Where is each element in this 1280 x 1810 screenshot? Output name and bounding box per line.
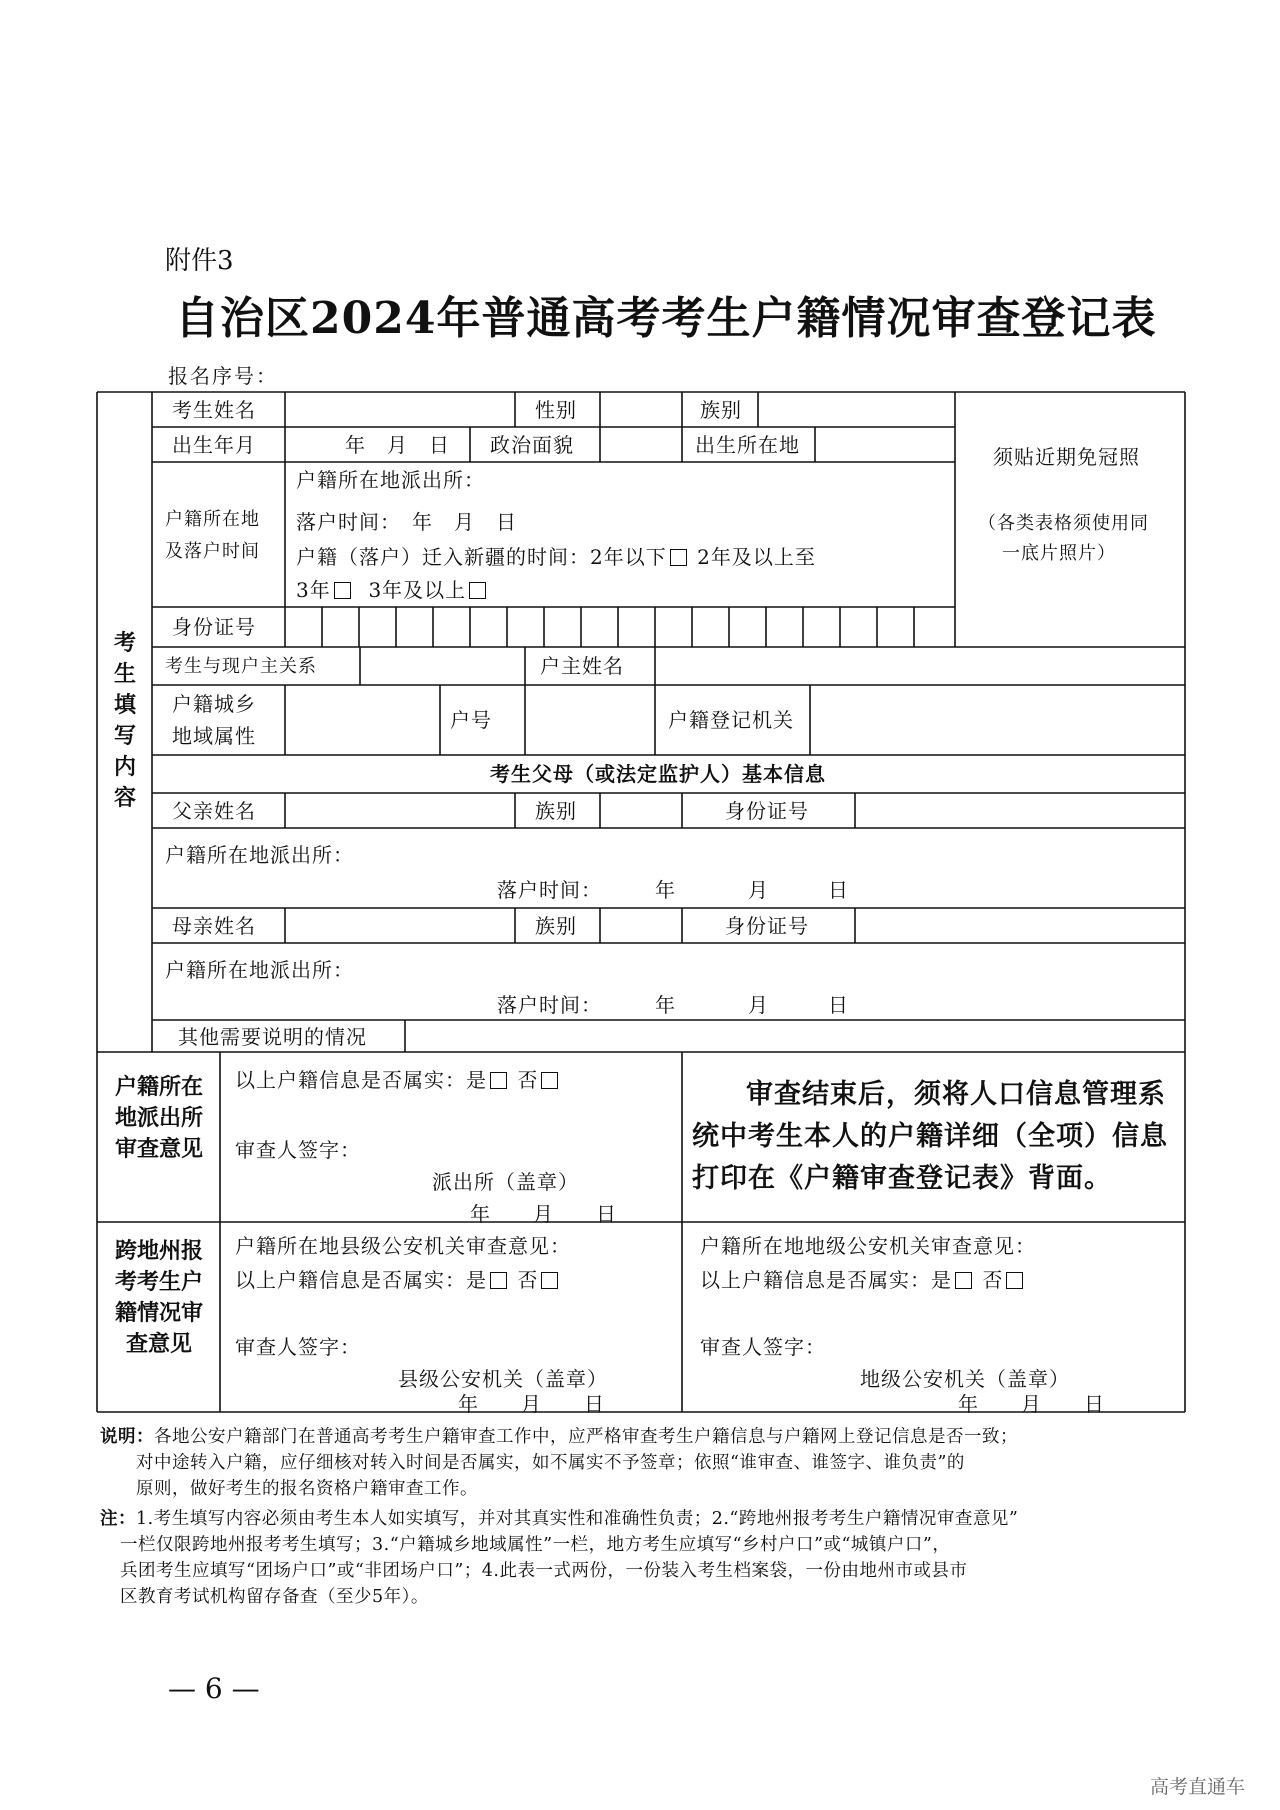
station-yes-checkbox[interactable]	[490, 1072, 507, 1089]
parents-header: 考生父母（或法定监护人）基本信息	[490, 762, 826, 786]
notes-line-4: 区教育考试机构留存备查（至少5年）。	[120, 1587, 429, 1607]
notice-text: 审查结束后，须将人口信息管理系统中考生本人的户籍详细（全项）信息打印在《户籍审查登记表》背面。	[692, 1079, 1168, 1194]
id-label: 身份证号	[172, 615, 256, 639]
station-reviewer-label: 审查人签字：	[235, 1138, 361, 1162]
prefecture-reviewer-label: 审查人签字：	[700, 1335, 826, 1359]
explanation	[100, 1424, 1018, 1502]
prefecture-no-text: 否	[982, 1268, 1004, 1292]
father-settle-day: 日	[828, 878, 849, 902]
father-name-label: 父亲姓名	[172, 799, 256, 823]
hukou-time-label-1: 户籍所在地	[165, 509, 260, 530]
cross-region-section-label: 跨地州报考考生户籍情况审查意见	[114, 1238, 203, 1357]
explanation-text-1: 各地公安户籍部门在普通高考考生户籍审查工作中，应严格审查考生户籍信息与户籍网上登记信息是否一致；	[154, 1427, 1018, 1447]
station-date: 年 月 日	[470, 1202, 617, 1226]
settle-time: 落户时间： 年 月 日	[296, 510, 517, 534]
political-label: 政治面貌	[490, 433, 574, 457]
photo-instruction-3: 一底片照片）	[1002, 543, 1116, 564]
explanation-line-3: 原则，做好考生的报名资格户籍审查工作。	[136, 1479, 478, 1499]
prefecture-question-text: 以上户籍信息是否属实：是	[700, 1268, 952, 1292]
prefecture-seal: 地级公安机关（盖章）	[860, 1367, 1070, 1391]
prefecture-review-question	[700, 1268, 1026, 1292]
notes-line-1	[100, 1506, 1018, 1532]
county-question-text: 以上户籍信息是否属实：是	[235, 1268, 487, 1292]
watermark: 高考直通车	[1150, 1776, 1246, 1798]
station-no-text: 否	[517, 1068, 539, 1092]
mother-ethnicity-label: 族别	[535, 914, 577, 938]
notes-label: 注：	[100, 1509, 136, 1529]
station-review-question	[235, 1068, 561, 1092]
page-title: 自治区2024年普通高考考生户籍情况审查登记表	[175, 293, 1157, 344]
station-no-checkbox[interactable]	[541, 1072, 558, 1089]
checkbox-2-to-3[interactable]	[334, 582, 351, 599]
father-settle-label: 落户时间：	[497, 878, 602, 902]
other-label: 其他需要说明的情况	[178, 1025, 367, 1049]
urban-rural-label-2: 地域属性	[172, 724, 256, 748]
police-station-section-label: 户籍所在地派出所审查意见	[114, 1074, 203, 1162]
page-number: — 6 —	[168, 1672, 260, 1705]
migrate-option-2: 2年及以上至	[697, 545, 816, 569]
mother-settle-label: 落户时间：	[497, 993, 602, 1017]
prefecture-no-checkbox[interactable]	[1006, 1272, 1023, 1289]
county-reviewer-label: 审查人签字：	[235, 1335, 361, 1359]
gender-label: 性别	[535, 398, 577, 422]
notes-line-2: 一栏仅限跨地州报考考生填写；3.“户籍城乡地域属性”一栏，地方考生应填写“乡村户口”或“城镇户口”，	[120, 1535, 951, 1555]
notes-line-3: 兵团考生应填写“团场户口”或“非团场户口”；4.此表一式两份，一份装入考生档案袋，一份由地州市或县市	[120, 1561, 968, 1581]
attachment-label: 附件3	[165, 246, 234, 276]
prefecture-review-title: 户籍所在地地级公安机关审查意见：	[700, 1234, 1036, 1258]
hukou-station: 户籍所在地派出所：	[296, 468, 485, 492]
birth-date: 年 月 日	[345, 433, 450, 457]
migrate-option-3: 3年及以上	[368, 578, 467, 602]
head-name-label: 户主姓名	[540, 654, 624, 678]
station-seal: 派出所（盖章）	[432, 1170, 579, 1194]
photo-instruction-1: 须贴近期免冠照	[993, 445, 1140, 469]
hukou-time-label-2: 及落户时间	[165, 541, 260, 562]
migrate-time	[296, 545, 816, 569]
photo-instruction-2: （各类表格须使用同	[978, 513, 1149, 534]
county-seal: 县级公安机关（盖章）	[398, 1367, 608, 1391]
name-label: 考生姓名	[172, 398, 256, 422]
ethnicity-label: 族别	[700, 398, 742, 422]
station-question-text: 以上户籍信息是否属实：是	[235, 1068, 487, 1092]
county-review-question	[235, 1268, 561, 1292]
relation-label: 考生与现户主关系	[165, 656, 317, 677]
notes	[100, 1506, 1018, 1610]
mother-station-label: 户籍所在地派出所：	[165, 958, 354, 982]
birth-label: 出生年月	[172, 433, 256, 457]
serial-number-label: 报名序号：	[168, 364, 278, 388]
mother-settle-year: 年	[655, 993, 676, 1017]
mother-id-label: 身份证号	[725, 914, 809, 938]
explanation-line-2: 对中途转入户籍，应仔细核对转入时间是否属实，如不属实不予签章；依照“谁审查、谁签字、谁负责”的	[136, 1453, 965, 1473]
migrate-text: 户籍（落户）迁入新疆的时间：2年以下	[296, 545, 667, 569]
household-no-label: 户号	[450, 708, 492, 732]
prefecture-yes-checkbox[interactable]	[955, 1272, 972, 1289]
father-station-label: 户籍所在地派出所：	[165, 843, 354, 867]
explanation-line-1	[100, 1424, 1018, 1450]
father-settle-month: 月	[748, 878, 769, 902]
urban-rural-label-1: 户籍城乡	[172, 692, 256, 716]
migrate-option-2b: 3年	[296, 578, 331, 602]
explanation-label: 说明：	[100, 1427, 154, 1447]
county-date: 年 月 日	[458, 1392, 605, 1416]
mother-settle-month: 月	[748, 993, 769, 1017]
father-id-label: 身份证号	[725, 799, 809, 823]
birthplace-label: 出生所在地	[695, 433, 800, 457]
prefecture-date: 年 月 日	[958, 1392, 1105, 1416]
checkbox-under-2[interactable]	[670, 549, 687, 566]
county-no-checkbox[interactable]	[541, 1272, 558, 1289]
checkbox-over-3[interactable]	[469, 582, 486, 599]
migrate-time-2	[296, 578, 489, 602]
mother-name-label: 母亲姓名	[172, 914, 256, 938]
registry-org-label: 户籍登记机关	[668, 708, 794, 732]
county-review-title: 户籍所在地县级公安机关审查意见：	[235, 1234, 571, 1258]
father-settle-year: 年	[655, 878, 676, 902]
notes-text-1: 1.考生填写内容必须由考生本人如实填写，并对其真实性和准确性负责；2.“跨地州报考考生户籍情况审查意见”	[136, 1509, 1019, 1529]
father-ethnicity-label: 族别	[535, 799, 577, 823]
candidate-section-label: 考生填写内容	[113, 630, 136, 811]
county-no-text: 否	[517, 1268, 539, 1292]
county-yes-checkbox[interactable]	[490, 1272, 507, 1289]
mother-settle-day: 日	[828, 993, 849, 1017]
